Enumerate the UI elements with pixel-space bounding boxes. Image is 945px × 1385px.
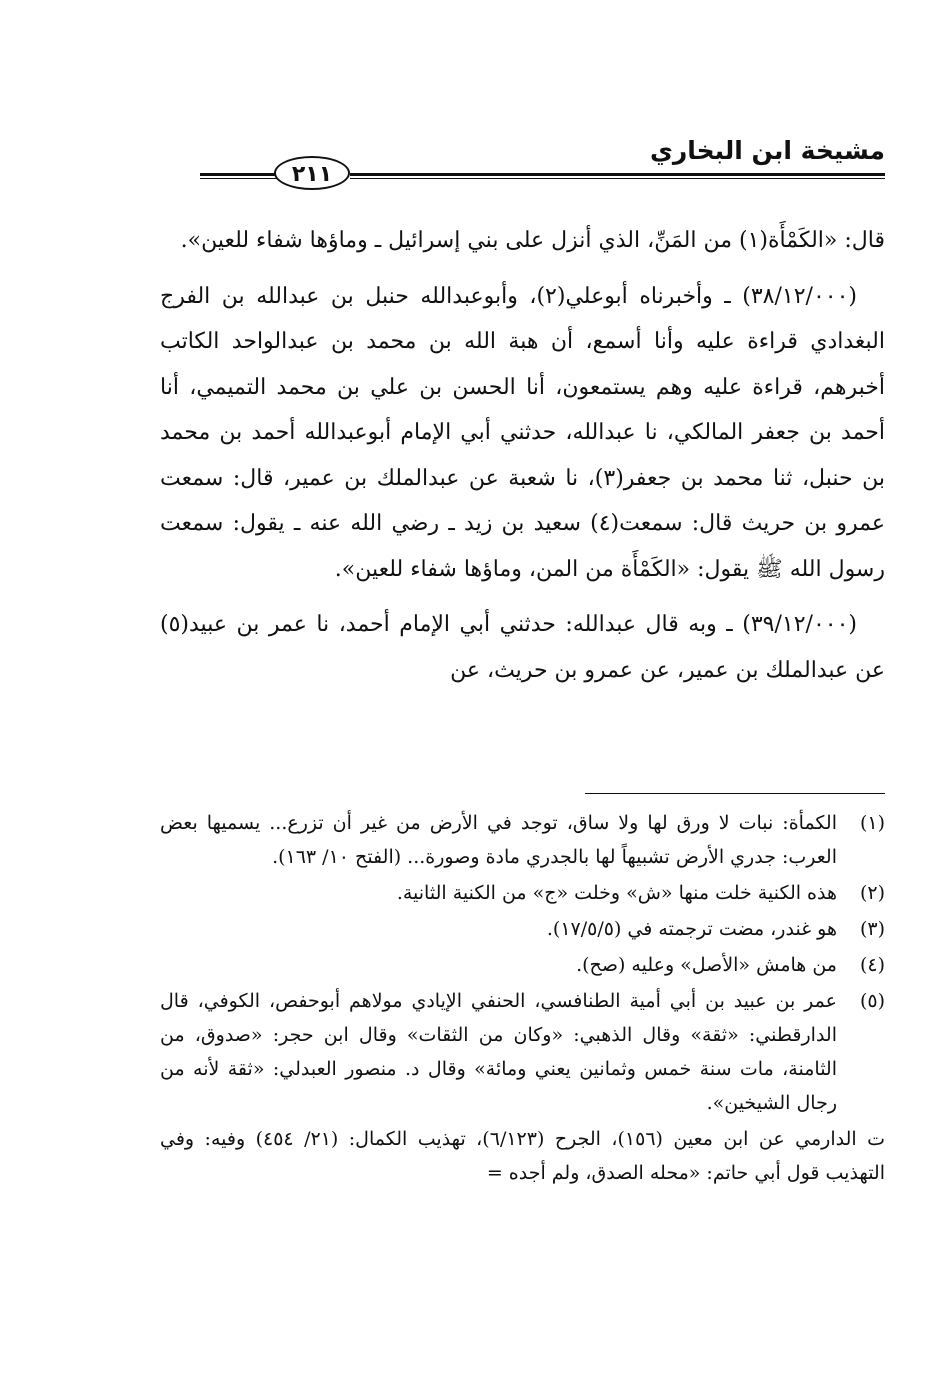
footnote: [160, 806, 885, 874]
paragraph: قال: «الكَمْأَة(١) من المَنِّ، الذي أنزل على بني إسرائيل ـ وماؤها شفاء للعين».: [180, 228, 885, 253]
main-text: [160, 218, 885, 703]
footnote-text: الكمأة: نبات لا ورق لها ولا ساق، توجد في الأرض من غير أن تزرع... يسميها بعض العرب: جدري الأرض تشبيهاً لها بالجدري مادة وصورة... (الفتح ١٠/ ١٦٣).: [160, 812, 837, 868]
footnote-divider: [585, 793, 885, 794]
paragraph: (٣٩/١٢/٠٠٠) ـ وبه قال عبدالله: حدثني أبي الإمام أحمد، نا عمر بن عبيد(٥) عن عبدالملك بن عمير، عن عمرو بن حريث، عن: [160, 612, 885, 683]
footnote-text: عمر بن عبيد بن أبي أمية الطنافسي، الحنفي الإيادي مولاهم أبوحفص، الكوفي، قال الدارقطني: «ثقة» وقال الذهبي: «وكان من الثقات» وقال ابن حجر: «صدوق، من الثامنة، مات سنة خمس وثمانين يعني ومائة» وقال د. منصور العبدلي: «ثقة لأنه من رجال الشيخين».: [160, 990, 837, 1114]
header-rule-left: [200, 173, 278, 179]
footnote-text: هو غندر، مضت ترجمته في (١٧/٥/٥).: [546, 918, 837, 940]
running-header: [160, 136, 885, 192]
book-title: مشيخة ابن البخاري: [649, 136, 885, 165]
footnote: [160, 948, 885, 982]
footnote-number: (١): [859, 812, 885, 834]
footnotes: [160, 806, 885, 1190]
footnote-text: هذه الكنية خلت منها «ش» وخلت «ج» من الكنية الثانية.: [396, 882, 837, 904]
page-number: ٢١١: [274, 156, 350, 190]
footnote: [160, 984, 885, 1120]
footnote-number: (٢): [859, 882, 885, 904]
footnote-continuation: ت الدارمي عن ابن معين (١٥٦)، الجرح (٦/١٢٣)، تهذيب الكمال: (٢١/ ٤٥٤) وفيه: وفي التهذيب قول أبي حاتم: «محله الصدق، ولم أجده =: [160, 1128, 885, 1184]
footnote-number: (٤): [859, 954, 885, 976]
paragraph: (٣٨/١٢/٠٠٠) ـ وأخبرناه أبوعلي(٢)، وأبوعبدالله حنبل بن عبدالله بن الفرج البغدادي قراءة عليه وأنا أسمع، أن هبة الله بن محمد بن عبدالواحد الكاتب أخبرهم، قراءة عليه وهم يستمعون، أنا الحسن بن علي بن محمد التميمي، أنا أحمد بن جعفر المالكي، نا عبدالله، حدثني أبي الإمام أبوعبدالله أحمد بن محمد بن حنبل، ثنا محمد بن جعفر(٣)، نا شعبة عن عبدالملك بن عمير، قال: سمعت عمرو بن حريث قال: سمعت(٤) سعيد بن زيد ـ رضي الله عنه ـ يقول: سمعت رسول الله ﷺ يقول: «الكَمْأَة من المن، وماؤها شفاء للعين».: [160, 283, 886, 582]
footnote-number: (٥): [859, 990, 885, 1012]
footnote: [160, 876, 885, 910]
footnote-number: (٣): [859, 918, 885, 940]
footnote-text: من هامش «الأصل» وعليه (صح).: [576, 954, 837, 976]
footnote: [160, 912, 885, 946]
header-rule: [350, 173, 885, 179]
